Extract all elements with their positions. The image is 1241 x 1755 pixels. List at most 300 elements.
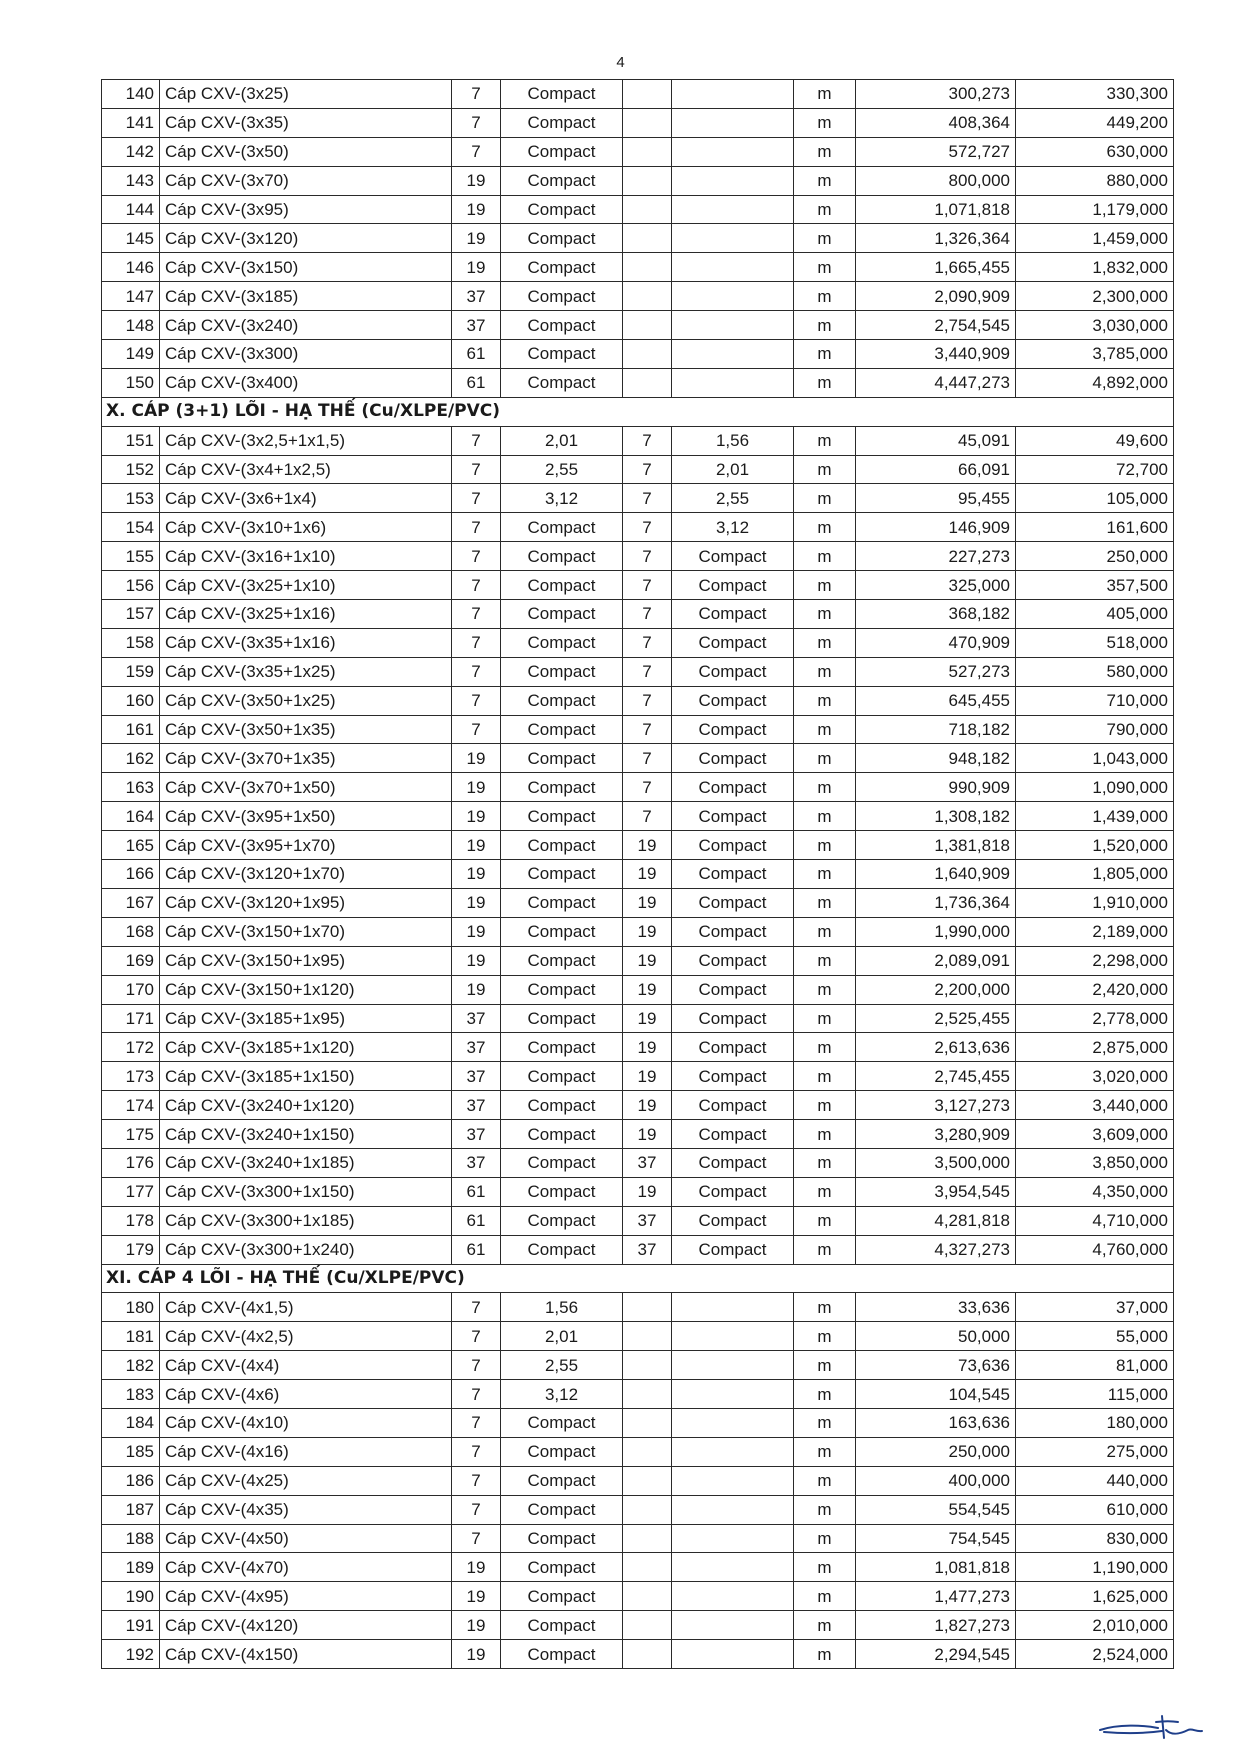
cable-name-cell: Cáp CXV-(4x50) bbox=[160, 1524, 452, 1553]
price-after-tax-cell: 880,000 bbox=[1016, 166, 1174, 195]
neutral-core-strands-cell bbox=[623, 1466, 672, 1495]
price-after-tax-cell: 357,500 bbox=[1016, 571, 1174, 600]
neutral-core-strands-cell: 19 bbox=[623, 888, 672, 917]
neutral-core-strands-cell: 19 bbox=[623, 975, 672, 1004]
main-core-strands-cell: 37 bbox=[452, 1004, 501, 1033]
price-after-tax-cell: 330,300 bbox=[1016, 80, 1174, 109]
unit-cell: m bbox=[794, 1033, 856, 1062]
price-before-tax-cell: 1,827,273 bbox=[856, 1611, 1016, 1640]
row-number-cell: 141 bbox=[102, 108, 160, 137]
price-after-tax-cell: 4,350,000 bbox=[1016, 1177, 1174, 1206]
price-after-tax-cell: 2,420,000 bbox=[1016, 975, 1174, 1004]
main-core-strands-cell: 19 bbox=[452, 802, 501, 831]
cable-name-cell: Cáp CXV-(4x10) bbox=[160, 1408, 452, 1437]
price-before-tax-cell: 1,990,000 bbox=[856, 917, 1016, 946]
main-core-strands-cell: 37 bbox=[452, 1120, 501, 1149]
cable-name-cell: Cáp CXV-(3x50+1x25) bbox=[160, 686, 452, 715]
neutral-core-diameter-cell bbox=[672, 195, 794, 224]
unit-cell: m bbox=[794, 715, 856, 744]
price-before-tax-cell: 4,327,273 bbox=[856, 1235, 1016, 1264]
price-before-tax-cell: 3,954,545 bbox=[856, 1177, 1016, 1206]
main-core-strands-cell: 7 bbox=[452, 513, 501, 542]
main-core-strands-cell: 7 bbox=[452, 1380, 501, 1409]
neutral-core-diameter-cell: Compact bbox=[672, 1120, 794, 1149]
row-number-cell: 166 bbox=[102, 860, 160, 889]
row-number-cell: 173 bbox=[102, 1062, 160, 1091]
price-after-tax-cell: 1,179,000 bbox=[1016, 195, 1174, 224]
table-row bbox=[102, 282, 1174, 311]
main-core-strands-cell: 7 bbox=[452, 1293, 501, 1322]
row-number-cell: 161 bbox=[102, 715, 160, 744]
unit-cell: m bbox=[794, 946, 856, 975]
row-number-cell: 157 bbox=[102, 600, 160, 629]
row-number-cell: 184 bbox=[102, 1408, 160, 1437]
neutral-core-strands-cell: 37 bbox=[623, 1148, 672, 1177]
neutral-core-strands-cell: 7 bbox=[623, 542, 672, 571]
neutral-core-strands-cell: 19 bbox=[623, 1091, 672, 1120]
table-row bbox=[102, 628, 1174, 657]
unit-cell: m bbox=[794, 426, 856, 455]
price-after-tax-cell: 180,000 bbox=[1016, 1408, 1174, 1437]
unit-cell: m bbox=[794, 224, 856, 253]
main-core-diameter-cell: Compact bbox=[501, 542, 623, 571]
price-before-tax-cell: 470,909 bbox=[856, 628, 1016, 657]
price-after-tax-cell: 3,785,000 bbox=[1016, 340, 1174, 369]
price-after-tax-cell: 2,875,000 bbox=[1016, 1033, 1174, 1062]
price-after-tax-cell: 105,000 bbox=[1016, 484, 1174, 513]
neutral-core-diameter-cell bbox=[672, 1351, 794, 1380]
price-before-tax-cell: 948,182 bbox=[856, 744, 1016, 773]
unit-cell: m bbox=[794, 744, 856, 773]
price-after-tax-cell: 3,850,000 bbox=[1016, 1148, 1174, 1177]
main-core-diameter-cell: Compact bbox=[501, 600, 623, 629]
unit-cell: m bbox=[794, 1004, 856, 1033]
unit-cell: m bbox=[794, 1120, 856, 1149]
main-core-diameter-cell: Compact bbox=[501, 802, 623, 831]
main-core-diameter-cell: Compact bbox=[501, 253, 623, 282]
price-after-tax-cell: 2,298,000 bbox=[1016, 946, 1174, 975]
neutral-core-strands-cell: 7 bbox=[623, 484, 672, 513]
neutral-core-strands-cell: 7 bbox=[623, 773, 672, 802]
price-after-tax-cell: 37,000 bbox=[1016, 1293, 1174, 1322]
cable-name-cell: Cáp CXV-(3x10+1x6) bbox=[160, 513, 452, 542]
price-after-tax-cell: 1,459,000 bbox=[1016, 224, 1174, 253]
neutral-core-strands-cell bbox=[623, 1380, 672, 1409]
table-row bbox=[102, 1177, 1174, 1206]
main-core-diameter-cell: Compact bbox=[501, 166, 623, 195]
table-row bbox=[102, 455, 1174, 484]
main-core-strands-cell: 19 bbox=[452, 744, 501, 773]
main-core-diameter-cell: Compact bbox=[501, 1437, 623, 1466]
unit-cell: m bbox=[794, 1380, 856, 1409]
neutral-core-strands-cell bbox=[623, 108, 672, 137]
price-before-tax-cell: 1,736,364 bbox=[856, 888, 1016, 917]
neutral-core-diameter-cell: Compact bbox=[672, 917, 794, 946]
main-core-diameter-cell: 2,55 bbox=[501, 1351, 623, 1380]
price-after-tax-cell: 72,700 bbox=[1016, 455, 1174, 484]
cable-name-cell: Cáp CXV-(3x16+1x10) bbox=[160, 542, 452, 571]
price-before-tax-cell: 554,545 bbox=[856, 1495, 1016, 1524]
price-after-tax-cell: 3,020,000 bbox=[1016, 1062, 1174, 1091]
cable-name-cell: Cáp CXV-(3x300) bbox=[160, 340, 452, 369]
price-before-tax-cell: 1,326,364 bbox=[856, 224, 1016, 253]
cable-name-cell: Cáp CXV-(4x6) bbox=[160, 1380, 452, 1409]
price-before-tax-cell: 1,640,909 bbox=[856, 860, 1016, 889]
neutral-core-strands-cell bbox=[623, 1351, 672, 1380]
table-row bbox=[102, 542, 1174, 571]
table-row bbox=[102, 600, 1174, 629]
price-before-tax-cell: 718,182 bbox=[856, 715, 1016, 744]
neutral-core-strands-cell: 7 bbox=[623, 657, 672, 686]
table-row bbox=[102, 80, 1174, 109]
neutral-core-strands-cell bbox=[623, 195, 672, 224]
row-number-cell: 162 bbox=[102, 744, 160, 773]
cable-name-cell: Cáp CXV-(3x70) bbox=[160, 166, 452, 195]
price-after-tax-cell: 1,043,000 bbox=[1016, 744, 1174, 773]
price-before-tax-cell: 2,525,455 bbox=[856, 1004, 1016, 1033]
table-row bbox=[102, 1640, 1174, 1669]
price-before-tax-cell: 2,745,455 bbox=[856, 1062, 1016, 1091]
unit-cell: m bbox=[794, 1524, 856, 1553]
neutral-core-strands-cell: 7 bbox=[623, 802, 672, 831]
neutral-core-strands-cell: 7 bbox=[623, 571, 672, 600]
unit-cell: m bbox=[794, 1351, 856, 1380]
price-table-body bbox=[102, 80, 1174, 1669]
table-row bbox=[102, 860, 1174, 889]
price-before-tax-cell: 2,294,545 bbox=[856, 1640, 1016, 1669]
cable-name-cell: Cáp CXV-(3x25) bbox=[160, 80, 452, 109]
cable-name-cell: Cáp CXV-(3x25+1x10) bbox=[160, 571, 452, 600]
neutral-core-strands-cell bbox=[623, 1437, 672, 1466]
neutral-core-diameter-cell bbox=[672, 1553, 794, 1582]
price-before-tax-cell: 66,091 bbox=[856, 455, 1016, 484]
neutral-core-strands-cell bbox=[623, 340, 672, 369]
row-number-cell: 154 bbox=[102, 513, 160, 542]
neutral-core-diameter-cell: Compact bbox=[672, 888, 794, 917]
main-core-diameter-cell: 2,55 bbox=[501, 455, 623, 484]
unit-cell: m bbox=[794, 628, 856, 657]
row-number-cell: 176 bbox=[102, 1148, 160, 1177]
cable-name-cell: Cáp CXV-(3x150+1x70) bbox=[160, 917, 452, 946]
price-before-tax-cell: 645,455 bbox=[856, 686, 1016, 715]
cable-name-cell: Cáp CXV-(3x50) bbox=[160, 137, 452, 166]
cable-name-cell: Cáp CXV-(4x1,5) bbox=[160, 1293, 452, 1322]
neutral-core-diameter-cell bbox=[672, 1640, 794, 1669]
table-row bbox=[102, 1062, 1174, 1091]
table-row bbox=[102, 166, 1174, 195]
table-row bbox=[102, 253, 1174, 282]
main-core-diameter-cell: Compact bbox=[501, 80, 623, 109]
cable-name-cell: Cáp CXV-(4x150) bbox=[160, 1640, 452, 1669]
section-heading: XI. CÁP 4 LÕI - HẠ THẾ (Cu/XLPE/PVC) bbox=[102, 1264, 1174, 1293]
table-row bbox=[102, 657, 1174, 686]
main-core-diameter-cell: Compact bbox=[501, 975, 623, 1004]
main-core-strands-cell: 7 bbox=[452, 715, 501, 744]
main-core-diameter-cell: Compact bbox=[501, 108, 623, 137]
main-core-diameter-cell: Compact bbox=[501, 1466, 623, 1495]
neutral-core-strands-cell: 7 bbox=[623, 628, 672, 657]
cable-name-cell: Cáp CXV-(3x70+1x35) bbox=[160, 744, 452, 773]
neutral-core-strands-cell bbox=[623, 1640, 672, 1669]
price-after-tax-cell: 830,000 bbox=[1016, 1524, 1174, 1553]
price-before-tax-cell: 4,447,273 bbox=[856, 368, 1016, 397]
cable-name-cell: Cáp CXV-(3x70+1x50) bbox=[160, 773, 452, 802]
unit-cell: m bbox=[794, 137, 856, 166]
table-row bbox=[102, 975, 1174, 1004]
price-after-tax-cell: 4,760,000 bbox=[1016, 1235, 1174, 1264]
unit-cell: m bbox=[794, 1611, 856, 1640]
main-core-diameter-cell: 3,12 bbox=[501, 1380, 623, 1409]
price-before-tax-cell: 104,545 bbox=[856, 1380, 1016, 1409]
cable-name-cell: Cáp CXV-(3x35) bbox=[160, 108, 452, 137]
price-before-tax-cell: 227,273 bbox=[856, 542, 1016, 571]
price-after-tax-cell: 4,892,000 bbox=[1016, 368, 1174, 397]
main-core-diameter-cell: Compact bbox=[501, 860, 623, 889]
main-core-diameter-cell: Compact bbox=[501, 311, 623, 340]
row-number-cell: 169 bbox=[102, 946, 160, 975]
neutral-core-diameter-cell bbox=[672, 224, 794, 253]
cable-name-cell: Cáp CXV-(3x95+1x50) bbox=[160, 802, 452, 831]
price-after-tax-cell: 2,524,000 bbox=[1016, 1640, 1174, 1669]
cable-name-cell: Cáp CXV-(3x240) bbox=[160, 311, 452, 340]
main-core-strands-cell: 19 bbox=[452, 917, 501, 946]
neutral-core-diameter-cell: Compact bbox=[672, 946, 794, 975]
neutral-core-strands-cell bbox=[623, 1611, 672, 1640]
row-number-cell: 160 bbox=[102, 686, 160, 715]
row-number-cell: 175 bbox=[102, 1120, 160, 1149]
main-core-strands-cell: 37 bbox=[452, 1148, 501, 1177]
row-number-cell: 143 bbox=[102, 166, 160, 195]
row-number-cell: 171 bbox=[102, 1004, 160, 1033]
main-core-diameter-cell: Compact bbox=[501, 1611, 623, 1640]
price-before-tax-cell: 572,727 bbox=[856, 137, 1016, 166]
row-number-cell: 187 bbox=[102, 1495, 160, 1524]
main-core-strands-cell: 19 bbox=[452, 888, 501, 917]
neutral-core-diameter-cell: Compact bbox=[672, 542, 794, 571]
cable-name-cell: Cáp CXV-(3x150) bbox=[160, 253, 452, 282]
neutral-core-strands-cell: 37 bbox=[623, 1206, 672, 1235]
row-number-cell: 190 bbox=[102, 1582, 160, 1611]
row-number-cell: 185 bbox=[102, 1437, 160, 1466]
price-after-tax-cell: 4,710,000 bbox=[1016, 1206, 1174, 1235]
unit-cell: m bbox=[794, 311, 856, 340]
unit-cell: m bbox=[794, 773, 856, 802]
price-before-tax-cell: 400,000 bbox=[856, 1466, 1016, 1495]
main-core-strands-cell: 7 bbox=[452, 137, 501, 166]
cable-name-cell: Cáp CXV-(3x95) bbox=[160, 195, 452, 224]
main-core-diameter-cell: Compact bbox=[501, 195, 623, 224]
main-core-diameter-cell: 2,01 bbox=[501, 426, 623, 455]
unit-cell: m bbox=[794, 1582, 856, 1611]
main-core-strands-cell: 7 bbox=[452, 542, 501, 571]
cable-name-cell: Cáp CXV-(3x240+1x150) bbox=[160, 1120, 452, 1149]
neutral-core-diameter-cell: Compact bbox=[672, 715, 794, 744]
unit-cell: m bbox=[794, 1640, 856, 1669]
price-before-tax-cell: 800,000 bbox=[856, 166, 1016, 195]
price-before-tax-cell: 1,381,818 bbox=[856, 831, 1016, 860]
unit-cell: m bbox=[794, 340, 856, 369]
neutral-core-diameter-cell: Compact bbox=[672, 831, 794, 860]
price-after-tax-cell: 3,440,000 bbox=[1016, 1091, 1174, 1120]
price-after-tax-cell: 1,805,000 bbox=[1016, 860, 1174, 889]
neutral-core-diameter-cell bbox=[672, 282, 794, 311]
neutral-core-diameter-cell: Compact bbox=[672, 1235, 794, 1264]
table-row bbox=[102, 802, 1174, 831]
neutral-core-diameter-cell: Compact bbox=[672, 802, 794, 831]
neutral-core-diameter-cell bbox=[672, 166, 794, 195]
table-row bbox=[102, 1582, 1174, 1611]
price-before-tax-cell: 45,091 bbox=[856, 426, 1016, 455]
main-core-strands-cell: 61 bbox=[452, 1177, 501, 1206]
main-core-diameter-cell: Compact bbox=[501, 513, 623, 542]
price-after-tax-cell: 440,000 bbox=[1016, 1466, 1174, 1495]
table-row bbox=[102, 340, 1174, 369]
row-number-cell: 167 bbox=[102, 888, 160, 917]
row-number-cell: 150 bbox=[102, 368, 160, 397]
neutral-core-diameter-cell: Compact bbox=[672, 1062, 794, 1091]
main-core-strands-cell: 19 bbox=[452, 831, 501, 860]
table-row bbox=[102, 1495, 1174, 1524]
main-core-strands-cell: 19 bbox=[452, 195, 501, 224]
main-core-diameter-cell: Compact bbox=[501, 1495, 623, 1524]
neutral-core-diameter-cell: 1,56 bbox=[672, 426, 794, 455]
cable-name-cell: Cáp CXV-(3x185+1x95) bbox=[160, 1004, 452, 1033]
neutral-core-strands-cell: 19 bbox=[623, 917, 672, 946]
unit-cell: m bbox=[794, 1408, 856, 1437]
neutral-core-diameter-cell bbox=[672, 108, 794, 137]
price-after-tax-cell: 81,000 bbox=[1016, 1351, 1174, 1380]
row-number-cell: 151 bbox=[102, 426, 160, 455]
price-after-tax-cell: 161,600 bbox=[1016, 513, 1174, 542]
row-number-cell: 164 bbox=[102, 802, 160, 831]
main-core-diameter-cell: 1,56 bbox=[501, 1293, 623, 1322]
price-after-tax-cell: 405,000 bbox=[1016, 600, 1174, 629]
table-row bbox=[102, 1408, 1174, 1437]
row-number-cell: 172 bbox=[102, 1033, 160, 1062]
main-core-strands-cell: 7 bbox=[452, 657, 501, 686]
main-core-strands-cell: 19 bbox=[452, 1553, 501, 1582]
neutral-core-strands-cell bbox=[623, 253, 672, 282]
price-before-tax-cell: 754,545 bbox=[856, 1524, 1016, 1553]
main-core-strands-cell: 7 bbox=[452, 600, 501, 629]
unit-cell: m bbox=[794, 1177, 856, 1206]
unit-cell: m bbox=[794, 860, 856, 889]
row-number-cell: 179 bbox=[102, 1235, 160, 1264]
unit-cell: m bbox=[794, 571, 856, 600]
main-core-strands-cell: 61 bbox=[452, 1206, 501, 1235]
neutral-core-strands-cell: 19 bbox=[623, 1062, 672, 1091]
neutral-core-diameter-cell bbox=[672, 137, 794, 166]
neutral-core-diameter-cell: Compact bbox=[672, 1004, 794, 1033]
unit-cell: m bbox=[794, 80, 856, 109]
main-core-diameter-cell: Compact bbox=[501, 715, 623, 744]
price-after-tax-cell: 1,439,000 bbox=[1016, 802, 1174, 831]
main-core-diameter-cell: Compact bbox=[501, 571, 623, 600]
neutral-core-diameter-cell bbox=[672, 253, 794, 282]
table-row bbox=[102, 946, 1174, 975]
price-before-tax-cell: 1,308,182 bbox=[856, 802, 1016, 831]
signature-mark bbox=[1098, 1712, 1218, 1742]
main-core-diameter-cell: Compact bbox=[501, 1062, 623, 1091]
cable-name-cell: Cáp CXV-(4x95) bbox=[160, 1582, 452, 1611]
cable-name-cell: Cáp CXV-(4x25) bbox=[160, 1466, 452, 1495]
neutral-core-diameter-cell bbox=[672, 1437, 794, 1466]
row-number-cell: 168 bbox=[102, 917, 160, 946]
table-row bbox=[102, 744, 1174, 773]
row-number-cell: 153 bbox=[102, 484, 160, 513]
price-before-tax-cell: 73,636 bbox=[856, 1351, 1016, 1380]
unit-cell: m bbox=[794, 1206, 856, 1235]
row-number-cell: 144 bbox=[102, 195, 160, 224]
unit-cell: m bbox=[794, 166, 856, 195]
cable-name-cell: Cáp CXV-(3x2,5+1x1,5) bbox=[160, 426, 452, 455]
neutral-core-strands-cell bbox=[623, 1293, 672, 1322]
neutral-core-diameter-cell bbox=[672, 1582, 794, 1611]
main-core-strands-cell: 7 bbox=[452, 80, 501, 109]
row-number-cell: 159 bbox=[102, 657, 160, 686]
neutral-core-strands-cell bbox=[623, 1408, 672, 1437]
unit-cell: m bbox=[794, 368, 856, 397]
main-core-diameter-cell: Compact bbox=[501, 1553, 623, 1582]
main-core-strands-cell: 61 bbox=[452, 340, 501, 369]
table-row bbox=[102, 1033, 1174, 1062]
table-row bbox=[102, 1466, 1174, 1495]
main-core-strands-cell: 19 bbox=[452, 1611, 501, 1640]
unit-cell: m bbox=[794, 1553, 856, 1582]
row-number-cell: 192 bbox=[102, 1640, 160, 1669]
table-row bbox=[102, 426, 1174, 455]
price-after-tax-cell: 1,190,000 bbox=[1016, 1553, 1174, 1582]
neutral-core-strands-cell bbox=[623, 1582, 672, 1611]
unit-cell: m bbox=[794, 195, 856, 224]
neutral-core-diameter-cell bbox=[672, 368, 794, 397]
neutral-core-diameter-cell bbox=[672, 1466, 794, 1495]
table-row bbox=[102, 1148, 1174, 1177]
cable-name-cell: Cáp CXV-(3x95+1x70) bbox=[160, 831, 452, 860]
neutral-core-strands-cell bbox=[623, 282, 672, 311]
unit-cell: m bbox=[794, 657, 856, 686]
unit-cell: m bbox=[794, 282, 856, 311]
price-before-tax-cell: 250,000 bbox=[856, 1437, 1016, 1466]
price-after-tax-cell: 449,200 bbox=[1016, 108, 1174, 137]
table-row bbox=[102, 917, 1174, 946]
row-number-cell: 181 bbox=[102, 1322, 160, 1351]
neutral-core-diameter-cell: Compact bbox=[672, 773, 794, 802]
unit-cell: m bbox=[794, 1235, 856, 1264]
table-row bbox=[102, 513, 1174, 542]
main-core-diameter-cell: Compact bbox=[501, 1524, 623, 1553]
neutral-core-strands-cell: 19 bbox=[623, 831, 672, 860]
cable-name-cell: Cáp CXV-(3x4+1x2,5) bbox=[160, 455, 452, 484]
price-table bbox=[101, 79, 1174, 1669]
main-core-strands-cell: 7 bbox=[452, 108, 501, 137]
table-row bbox=[102, 1351, 1174, 1380]
unit-cell: m bbox=[794, 1466, 856, 1495]
main-core-strands-cell: 7 bbox=[452, 1351, 501, 1380]
cable-name-cell: Cáp CXV-(4x70) bbox=[160, 1553, 452, 1582]
price-after-tax-cell: 2,010,000 bbox=[1016, 1611, 1174, 1640]
main-core-diameter-cell: Compact bbox=[501, 657, 623, 686]
neutral-core-strands-cell: 19 bbox=[623, 1004, 672, 1033]
main-core-strands-cell: 19 bbox=[452, 773, 501, 802]
price-after-tax-cell: 250,000 bbox=[1016, 542, 1174, 571]
main-core-strands-cell: 7 bbox=[452, 1495, 501, 1524]
price-after-tax-cell: 55,000 bbox=[1016, 1322, 1174, 1351]
price-before-tax-cell: 990,909 bbox=[856, 773, 1016, 802]
cable-name-cell: Cáp CXV-(4x4) bbox=[160, 1351, 452, 1380]
table-row bbox=[102, 1437, 1174, 1466]
main-core-diameter-cell: 3,12 bbox=[501, 484, 623, 513]
